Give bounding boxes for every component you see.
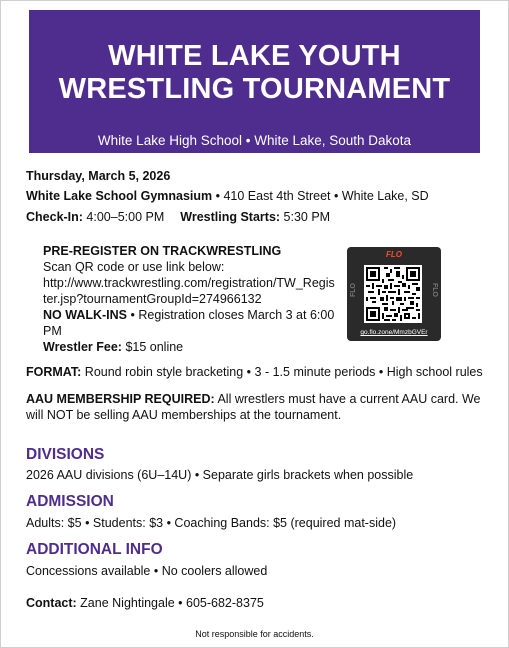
fee-label: Wrestler Fee: — [43, 340, 122, 354]
checkin-time: 4:00–5:00 PM — [82, 210, 165, 224]
title-line-2: WRESTLING TOURNAMENT — [58, 73, 451, 105]
event-date: Thursday, March 5, 2026 — [26, 169, 171, 183]
venue-line — [26, 188, 429, 204]
start-time: 5:30 PM — [280, 210, 331, 224]
start-label: Wrestling Starts: — [180, 210, 281, 224]
qr-code-icon — [364, 265, 422, 323]
qr-code-card[interactable] — [347, 247, 441, 341]
flo-side-text-right: FLO — [431, 283, 438, 297]
additional-info-text: Concessions available • No coolers allowed — [26, 564, 268, 578]
title-banner — [29, 10, 480, 153]
admission-heading: ADMISSION — [26, 493, 114, 510]
contact-text: Zane Nightingale • 605-682-8375 — [76, 596, 264, 610]
divisions-heading: DIVISIONS — [26, 446, 105, 463]
walkins-text: • Registration closes March 3 at 6:00 PM — [43, 308, 335, 338]
registration-instruction: Scan QR code or use link below: — [43, 260, 225, 274]
registration-block — [43, 243, 338, 355]
fee-line — [43, 339, 338, 355]
venue-name: White Lake School Gymnasium — [26, 189, 213, 203]
aau-label: AAU MEMBERSHIP REQUIRED: — [26, 392, 215, 406]
contact-label: Contact: — [26, 596, 77, 610]
walkins-line — [43, 307, 338, 339]
contact-line — [26, 595, 264, 611]
footer-disclaimer: Not responsible for accidents. — [195, 629, 314, 639]
title-line-1: WHITE LAKE YOUTH — [108, 40, 401, 72]
fee-value: $15 online — [121, 340, 184, 354]
aau-text: All wrestlers must have a current AAU card. We will NOT be selling AAU memberships at the tournament. — [26, 392, 481, 422]
banner-subtitle: White Lake High School • White Lake, South Dakota — [97, 133, 412, 148]
times-line — [26, 209, 330, 225]
registration-link[interactable]: http://www.trackwrestling.com/registration/TW_Register.jsp?tournamentGroupId=274966132 — [43, 276, 335, 306]
venue-address: • 410 East 4th Street • White Lake, SD — [212, 189, 429, 203]
flo-side-text-left: FLO — [350, 283, 357, 297]
aau-notice — [26, 391, 491, 423]
walkins-label: NO WALK-INS — [43, 308, 128, 322]
admission-text: Adults: $5 • Students: $3 • Coaching Bands: $5 (required mat-side) — [26, 516, 397, 530]
format-text: Round robin style bracketing • 3 - 1.5 minute periods • High school rules — [81, 365, 483, 379]
page-title — [29, 40, 480, 106]
flo-logo: FLO — [386, 250, 402, 259]
qr-short-link[interactable]: go.flo.zone/MmzbGVEr — [360, 329, 428, 336]
additional-info-heading: ADDITIONAL INFO — [26, 541, 163, 558]
format-label: FORMAT: — [26, 365, 82, 379]
format-line — [26, 364, 491, 380]
registration-heading: PRE-REGISTER ON TRACKWRESTLING — [43, 244, 282, 258]
divisions-text: 2026 AAU divisions (6U–14U) • Separate girls brackets when possible — [26, 468, 414, 482]
checkin-label: Check-In: — [26, 210, 83, 224]
